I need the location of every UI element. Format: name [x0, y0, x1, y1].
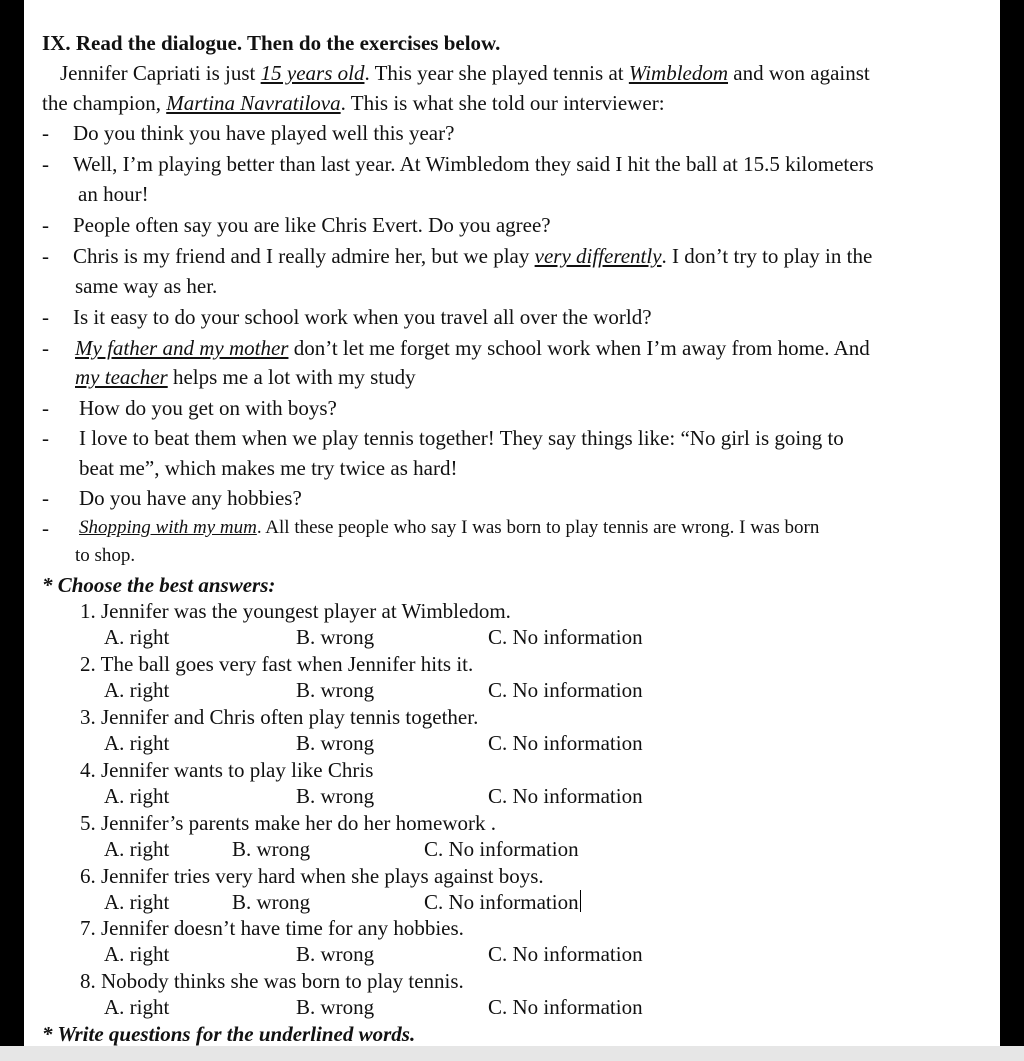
option-a[interactable]: A. right	[104, 837, 170, 861]
option-b[interactable]: B. wrong	[296, 995, 375, 1019]
bottom-scroll-area	[0, 1046, 1024, 1061]
option-b[interactable]: B. wrong	[296, 625, 375, 649]
option-c[interactable]: C. No information	[488, 784, 643, 808]
option-b[interactable]: B. wrong	[296, 942, 375, 966]
underlined-manner: very differently	[534, 244, 662, 268]
option-c[interactable]: C. No information	[424, 890, 579, 914]
question-text: 6. Jennifer tries very hard when she plays against boys.	[80, 864, 544, 888]
option-a[interactable]: A. right	[104, 625, 170, 649]
option-a[interactable]: A. right	[104, 942, 170, 966]
question-text: 8. Nobody thinks she was born to play tennis.	[80, 969, 464, 993]
document-page: IX. Read the dialogue. Then do the exercises below. Jennifer Capriati is just 15 years old. This year she played tennis at Wimbledom and won against the champion, Martina Navratilova. This is what she told our interviewer: - Do you think you have played well this year? - Well, I’m playing better than last year. At Wimbledom they said I hit the ball at 15.5 kilometers an hour! - People often say you are like Chris Evert. Do you agree? - Chris is my friend and I really admire her, but we play very differently. I don’t try to play in the same way as her. - Is it easy to do your school work when you travel all over the world? - My father and my mother don’t let me forget my school work when I’m away from home. And my teacher helps me a lot with my study - How do you get on with boys? - I love to beat them when we play tennis together! They say things like: “No girl is going to beat me”, which makes me try twice as hard! - Do you have any hobbies? - Shopping with my mum. All these people who say I was born to play tennis are wrong. I was born to shop. * Choose the best answers: 1. Jennifer was the youngest player at Wimbledom. A. right B. wrong C. No information 2. The ball goes very fast when Jennifer hits it. A. right B. wrong C. No information 3. Jennifer and Chris often play tennis together. A. right B. wrong C. No information 4. Jennifer wants to play like Chris A. right B. wrong C. No information 5. Jennifer’s parents make her do her homework . A. right B. wrong C. No information 6. Jennifer tries very hard when she plays against boys. A. right B. wrong C. No information 7. Jennifer doesn’t have time for any hobbies. A. right B. wrong C. No information 8. Nobody thinks she was born to play tennis. A. right B. wrong C. No information * Write questions for the underlined words.	[24, 0, 1000, 1046]
underlined-age: 15 years old	[260, 61, 365, 85]
option-a[interactable]: A. right	[104, 731, 170, 755]
option-c[interactable]: C. No information	[424, 837, 579, 861]
question-text: 3. Jennifer and Chris often play tennis together.	[80, 705, 479, 729]
intro-line-1: Jennifer Capriati is just 15 years old. This year she played tennis at Wimbledom and won against	[60, 61, 870, 85]
option-c[interactable]: C. No information	[488, 942, 643, 966]
choose-heading: * Choose the best answers:	[42, 573, 276, 597]
option-a[interactable]: A. right	[104, 784, 170, 808]
question-text: 5. Jennifer’s parents make her do her homework .	[80, 811, 496, 835]
option-a[interactable]: A. right	[104, 890, 170, 914]
option-a[interactable]: A. right	[104, 995, 170, 1019]
exercise-heading: IX. Read the dialogue. Then do the exercises below.	[42, 31, 501, 55]
underlined-place: Wimbledom	[628, 61, 729, 85]
underlined-parents: My father and my mother	[75, 336, 289, 360]
option-b[interactable]: B. wrong	[232, 890, 311, 914]
option-b[interactable]: B. wrong	[296, 731, 375, 755]
question-text: 1. Jennifer was the youngest player at Wimbledom.	[80, 599, 511, 623]
option-a[interactable]: A. right	[104, 678, 170, 702]
underlined-teacher: my teacher	[75, 365, 168, 389]
option-c[interactable]: C. No information	[488, 678, 643, 702]
option-b[interactable]: B. wrong	[296, 784, 375, 808]
question-text: 7. Jennifer doesn’t have time for any hobbies.	[80, 916, 464, 940]
intro-line-2: the champion, Martina Navratilova. This is what she told our interviewer:	[42, 91, 665, 115]
option-c[interactable]: C. No information	[488, 731, 643, 755]
text-cursor	[580, 890, 581, 912]
underlined-hobby: Shopping with my mum	[79, 517, 257, 538]
underlined-champion: Martina Navratilova	[166, 91, 341, 115]
option-c[interactable]: C. No information	[488, 995, 643, 1019]
question-text: 2. The ball goes very fast when Jennifer hits it.	[80, 652, 474, 676]
question-text: 4. Jennifer wants to play like Chris	[80, 758, 374, 782]
option-b[interactable]: B. wrong	[296, 678, 375, 702]
option-c[interactable]: C. No information	[488, 625, 643, 649]
option-b[interactable]: B. wrong	[232, 837, 311, 861]
write-heading: * Write questions for the underlined words.	[42, 1022, 416, 1046]
